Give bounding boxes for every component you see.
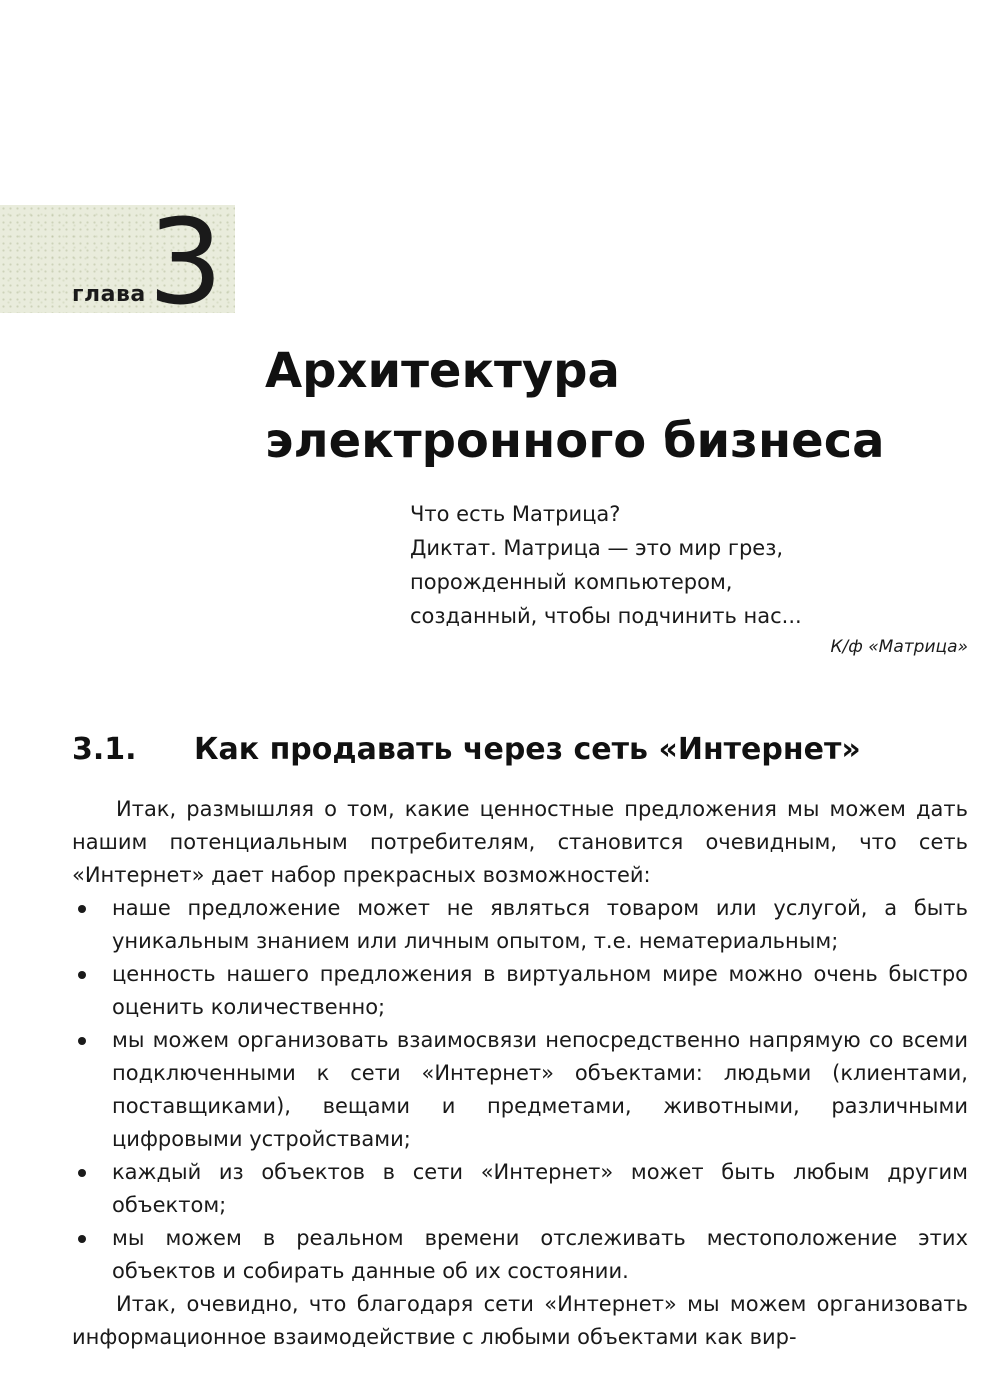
chapter-title (265, 336, 965, 476)
epigraph (410, 497, 970, 633)
list-item-text: наше предложение может не являться товаром или услугой, а быть уникальным знанием или личным опытом, т.е. нематериальным; (112, 896, 968, 953)
list-item (72, 958, 968, 1024)
bullet-icon (78, 1169, 86, 1177)
list-item (72, 1156, 968, 1222)
chapter-number: 3 (148, 193, 224, 331)
bullet-icon (78, 971, 86, 979)
bullet-icon (78, 1037, 86, 1045)
section-heading (72, 732, 972, 767)
body-text (72, 793, 968, 1354)
list-item-text: каждый из объектов в сети «Интернет» может быть любым другим объектом; (112, 1160, 968, 1217)
epigraph-line: порожденный компьютером, (410, 570, 733, 594)
section-title: Как продавать через сеть «Интернет» (194, 732, 861, 767)
epigraph-line: Что есть Матрица? (410, 502, 621, 526)
list-item-text: мы можем организовать взаимосвязи непосредственно напрямую со всеми подключенными к сети «Интернет» объектами: людьми (клиентами, поставщиками), вещами и предметами, животными, различными цифровыми устройствами; (112, 1028, 968, 1151)
bullet-icon (78, 905, 86, 913)
list-item (72, 1024, 968, 1156)
epigraph-source: К/ф «Матрица» (830, 637, 968, 657)
chapter-title-line-2: электронного бизнеса (265, 413, 885, 469)
epigraph-line: Диктат. Матрица — это мир грез, (410, 536, 784, 560)
chapter-title-line-1: Архитектура (265, 343, 620, 399)
conclusion-paragraph: Итак, очевидно, что благодаря сети «Интернет» мы можем организовать информационное взаимодействие с любыми объектами как вир- (72, 1292, 968, 1349)
bullet-icon (78, 1235, 86, 1243)
section-number: 3.1. (72, 732, 137, 767)
epigraph-line: созданный, чтобы подчинить нас... (410, 604, 802, 628)
list-item (72, 1222, 968, 1288)
bullet-list (72, 892, 968, 1288)
list-item-text: ценность нашего предложения в виртуальном мире можно очень быстро оценить количественно; (112, 962, 968, 1019)
intro-paragraph: Итак, размышляя о том, какие ценностные предложения мы можем дать нашим потенциальным потребителям, становится очевидным, что сеть «Интернет» дает набор прекрасных возможностей: (72, 797, 968, 887)
list-item-text: мы можем в реальном времени отслеживать местоположение этих объектов и собирать данные об их состоянии. (112, 1226, 968, 1283)
list-item (72, 892, 968, 958)
chapter-label: глава (72, 282, 146, 307)
